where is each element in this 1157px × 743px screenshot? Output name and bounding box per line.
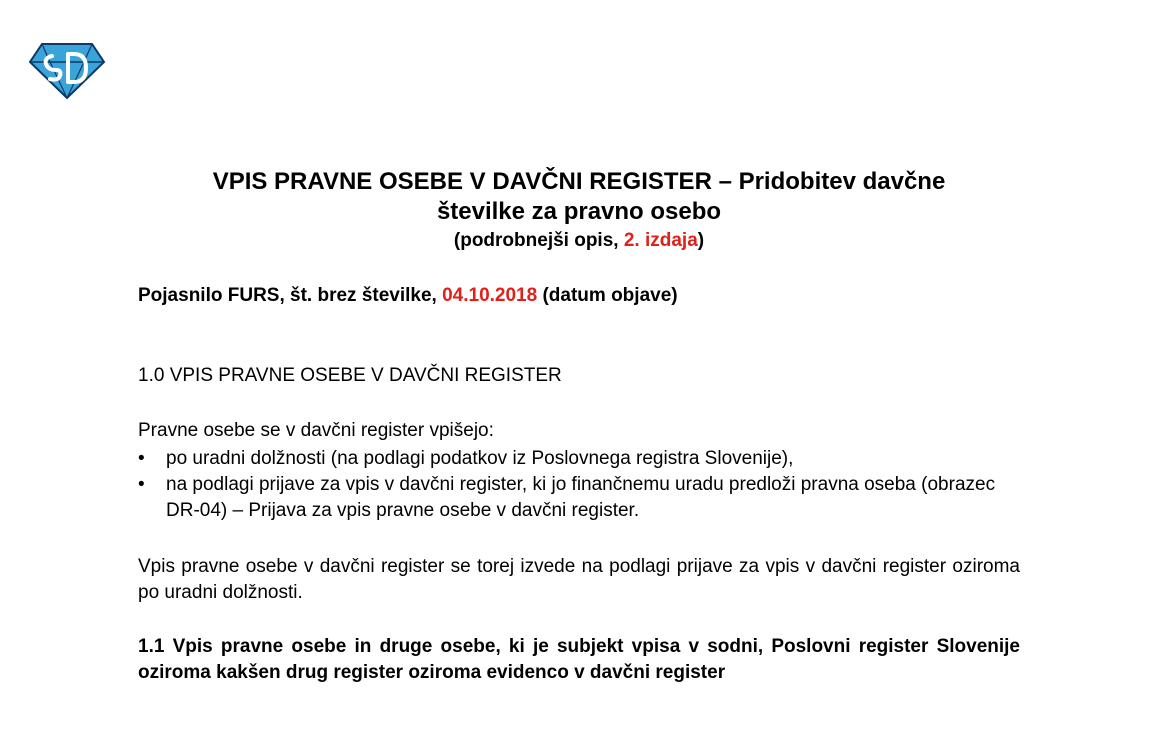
list-item: • po uradni dolžnosti (na podlagi podatkov iz Poslovnega registra Slovenije), [138, 446, 1020, 472]
edition-label: 2. izdaja [623, 230, 698, 251]
document-subtitle [138, 229, 1020, 253]
bullet-list [138, 446, 1020, 524]
title-line-2: številke za pravno osebo [436, 198, 722, 225]
diamond-logo-icon [28, 40, 106, 100]
explanation-line [138, 283, 1020, 309]
publication-date: 04.10.2018 [442, 285, 538, 306]
company-logo [28, 40, 106, 100]
explanation-prefix: Pojasnilo FURS, št. brez številke, [138, 285, 443, 306]
list-item: • na podlagi prijave za vpis v davčni register, ki jo finančnemu uradu predloži pravna oseba (obrazec DR-04) – Prijava za vpis pravne osebe v davčni register. [138, 472, 1020, 524]
section-paragraph: Vpis pravne osebe v davčni register se torej izvede na podlagi prijave za vpis v davčni register oziroma po uradni dolžnosti. [138, 556, 1020, 603]
subtitle-suffix: ) [697, 230, 705, 251]
explanation-suffix: (datum objave) [537, 285, 678, 306]
section-intro: Pravne osebe se v davčni register vpišejo: [138, 420, 494, 441]
title-line-1: VPIS PRAVNE OSEBE V DAVČNI REGISTER – Pridobitev davčne [212, 168, 946, 195]
section-heading-1-1: 1.1 Vpis pravne osebe in druge osebe, ki je subjekt vpisa v sodni, Poslovni register Slovenije oziroma kakšen drug register oziroma evidenco v davčni register [138, 636, 1020, 683]
section-heading-1-0: 1.0 VPIS PRAVNE OSEBE V DAVČNI REGISTER [138, 365, 562, 386]
document-title [138, 167, 1020, 227]
subtitle-prefix: (podrobnejši opis, [453, 230, 624, 251]
